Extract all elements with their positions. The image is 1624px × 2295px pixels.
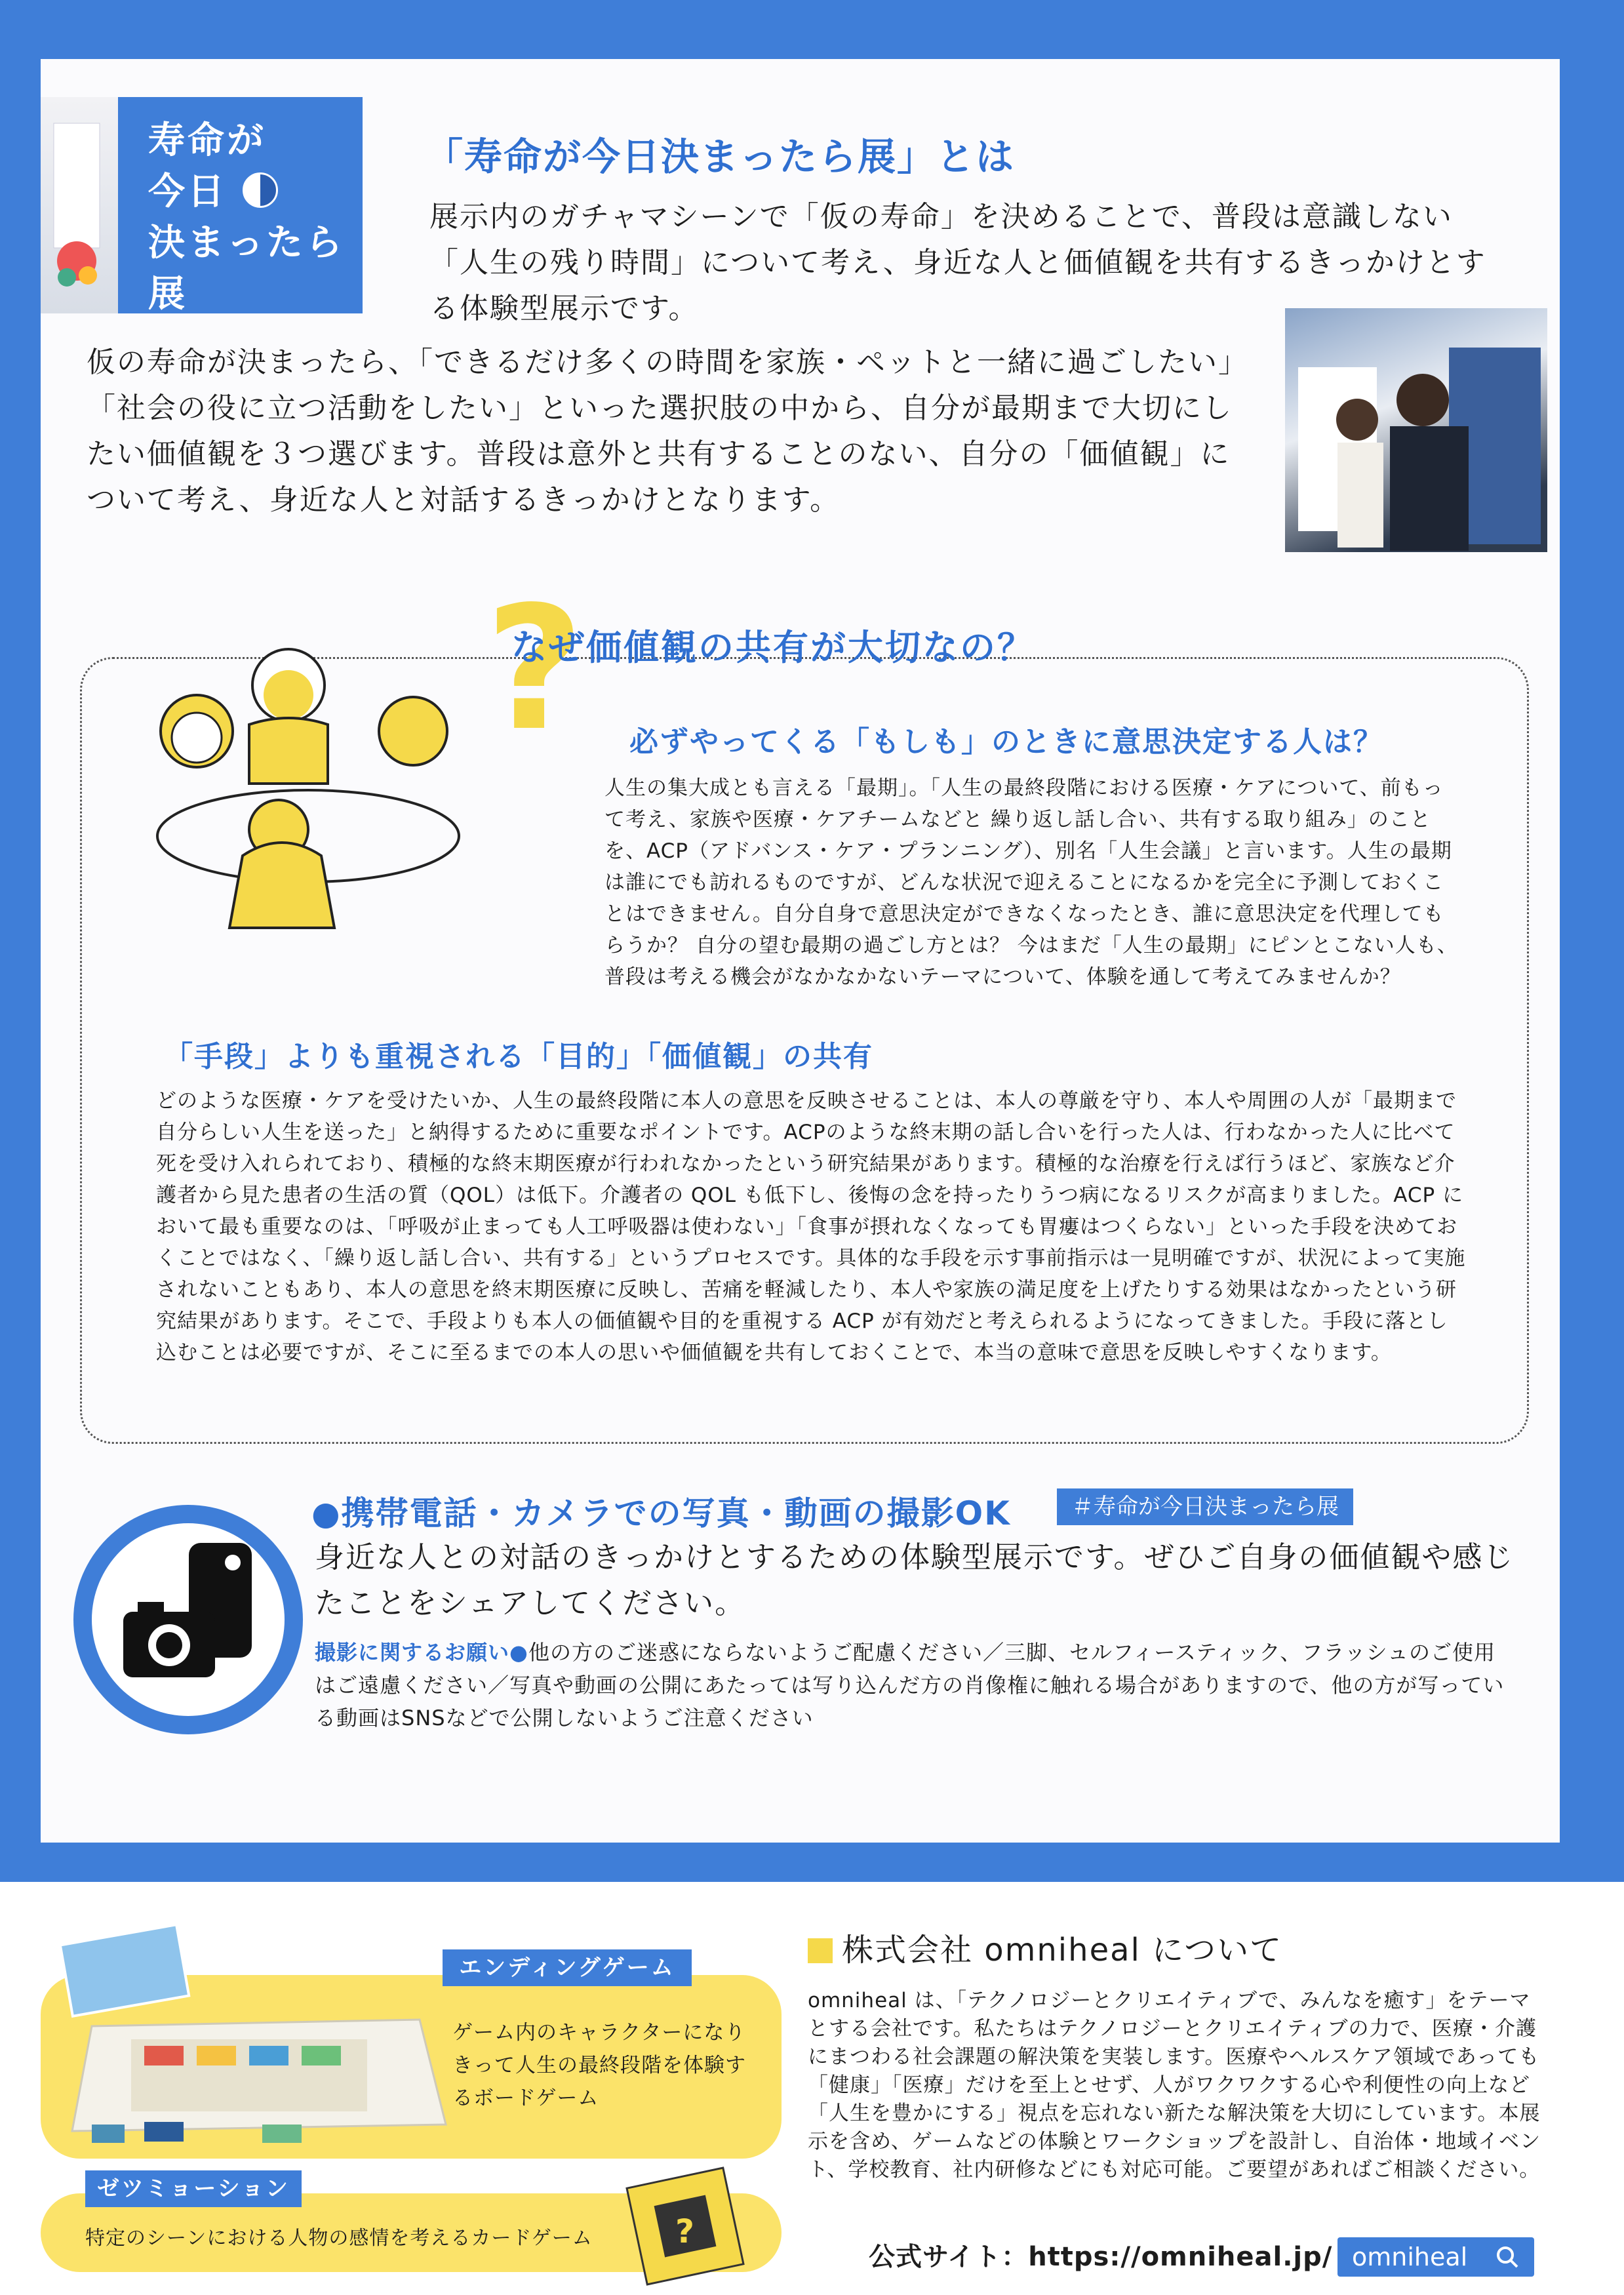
intro-paragraph-1: 展示内のガチャマシーンで「仮の寿命」を決めることで、普段は意識しない「人生の残り時間」について考え、身近な人と価値観を共有するきっかけとする体験型展示です。	[429, 200, 1486, 325]
yellow-square-icon	[808, 1938, 833, 1963]
intro-title: 「寿命が今日決まったら展」とは	[425, 134, 1016, 179]
people-discussion-illustration	[125, 646, 492, 934]
intro-paragraph-2: 仮の寿命が決まったら、「できるだけ多くの時間を家族・ペットと一緒に過ごしたい」「社会の役に立つ活動をしたい」といった選択肢の中から、自分が最期まで大切にしたい価値観を３つ選びます。普段は意外と共有することのない、自分の「価値観」について考え、身近な人と対話するきっかけとなります。	[87, 346, 1234, 517]
svg-text:?: ?	[675, 2212, 695, 2250]
photo-title: ●携帯電話・カメラでの写真・動画の撮影OK	[311, 1494, 1011, 1532]
why-title: なぜ価値観の共有が大切なの？	[511, 627, 1035, 668]
photo-paragraph: 身近な人との対話のきっかけとするための体験型展示です。ぜひご自身の価値観や感じたことをシェアしてください。	[315, 1540, 1515, 1620]
company-title: 株式会社 omniheal について	[808, 1925, 1282, 1970]
ending-game-label: エンディングゲーム	[443, 1949, 692, 1986]
svg-text:?: ?	[485, 570, 584, 768]
value-voting-photo	[1285, 308, 1547, 552]
ending-game-description: ゲーム内のキャラクターになりきって人生の最終段階を体験するボードゲーム	[452, 2021, 746, 2110]
search-text: omniheal	[1352, 2243, 1468, 2271]
company-paragraph: omniheal は、「テクノロジーとクリエイティブで、みんなを癒す」をテーマとする会社です。私たちはテクノロジーとクリエイティブの力で、医療・介護にまつわる社会課題の解決策を実装します。医療やヘルスケア領域であっても「健康」「医療」だけを至上とせず、人がワクワクする心や利便性の向上など「人生を豊かにする」視点を忘れない新たな解決策を大切にしています。本展示を含め、ゲームなどの体験とワークショップを設計し、自治体・地域イベント、学校教育、社内研修などにも対応可能。ご要望があればご相談ください。	[808, 1989, 1541, 2182]
official-site-link[interactable]: 公式サイト：https://omniheal.jp/	[869, 2242, 1333, 2272]
why-paragraph-2: どのような医療・ケアを受けたいか、人生の最終段階に本人の意思を反映させることは、本人の尊厳を守り、本人や周囲の人が「最期まで自分らしい人生を送った」と納得するために重要なポイントです。ACPのような終末期の話し合いを行った人は、行わなかった人に比べて死を受け入れられており、積極的な終末期医療が行われなかったという研究結果があります。積極的な治療を行えば行うほど、家族など介護者から見た患者の生活の質（QOL）は低下。介護者の QOL も低下し、後悔の念を持ったりうつ病になるリスクが高まりました。ACP において最も重要なのは、「呼吸が止まっても人工呼吸器は使わない」「食事が摂れなくなっても胃瘻はつくらない」といった手段を決めておくことではなく、「繰り返し話し合い、共有する」というプロセスです。具体的な手段を示す事前指示は一見明確ですが、状況によって実施されないこともあり、本人の意思を終末期医療に反映し、苦痛を軽減したり、本人や家族の満足度を上げたりする効果はなかったという研究結果があります。そこで、手段よりも本人の価値観や目的を重視する ACP が有効だと考えられるようになってきました。手段に落とし込むことは必要ですが、そこに至るまでの本人の思いや価値観を共有しておくことで、本当の意味で意思を反映しやすくなります。	[156, 1089, 1466, 1365]
zetsumotion-label: ゼツミョーション	[85, 2170, 302, 2207]
zetsumotion-description: 特定のシーンにおける人物の感情を考えるカードゲーム	[85, 2227, 593, 2250]
photo-notice: 撮影に関するお願い●他の方のご迷惑にならないようご配慮ください／三脚、セルフィースティック、フラッシュのご使用はご遠慮ください／写真や動画の公開にあたっては写り込んだ方の肖像権に触れる場合がありますので、他の方が写っている動画はSNSなどで公開しないようご注意ください	[315, 1640, 1505, 1730]
exhibition-badge: 寿命が 今日 決まったら 展	[118, 97, 363, 313]
why-paragraph-1: 人生の集大成とも言える「最期」。「人生の最終段階における医療・ケアについて、前もって考え、家族や医療・ケアチームなどと 繰り返し話し合い、共有する取り組み」のことを、ACP（アドバンス・ケア・プランニング）、別名「人生会議」と言います。人生の最期は誰にでも訪れるものですが、どんな状況で迎えることになるかを完全に予測しておくことはできません。自分自身で意思決定ができなくなったとき、誰に意思決定を代理してもらうか？ 自分の望む最期の過ごし方とは？ 今はまだ「人生の最期」にピンとこない人も、普段は考える機会がなかなかないテーマについて、体験を通して考えてみませんか？	[604, 776, 1458, 989]
why-subheading-2: 「手段」よりも重視される「目的」「価値観」の共有	[164, 1040, 873, 1073]
omniheal-search-box[interactable]	[1337, 2237, 1534, 2277]
zetsumotion-card-image	[623, 2170, 754, 2282]
gacha-photo	[41, 97, 118, 313]
ending-game-board-image	[52, 1928, 446, 2144]
camera-phone-icon	[92, 1523, 285, 1716]
hashtag-badge: ＃寿命が今日決まったら展	[1057, 1488, 1353, 1525]
search-icon	[1495, 2237, 1521, 2288]
why-subheading-1: 必ずやってくる「もしも」のときに意思決定する人は？	[629, 725, 1383, 759]
